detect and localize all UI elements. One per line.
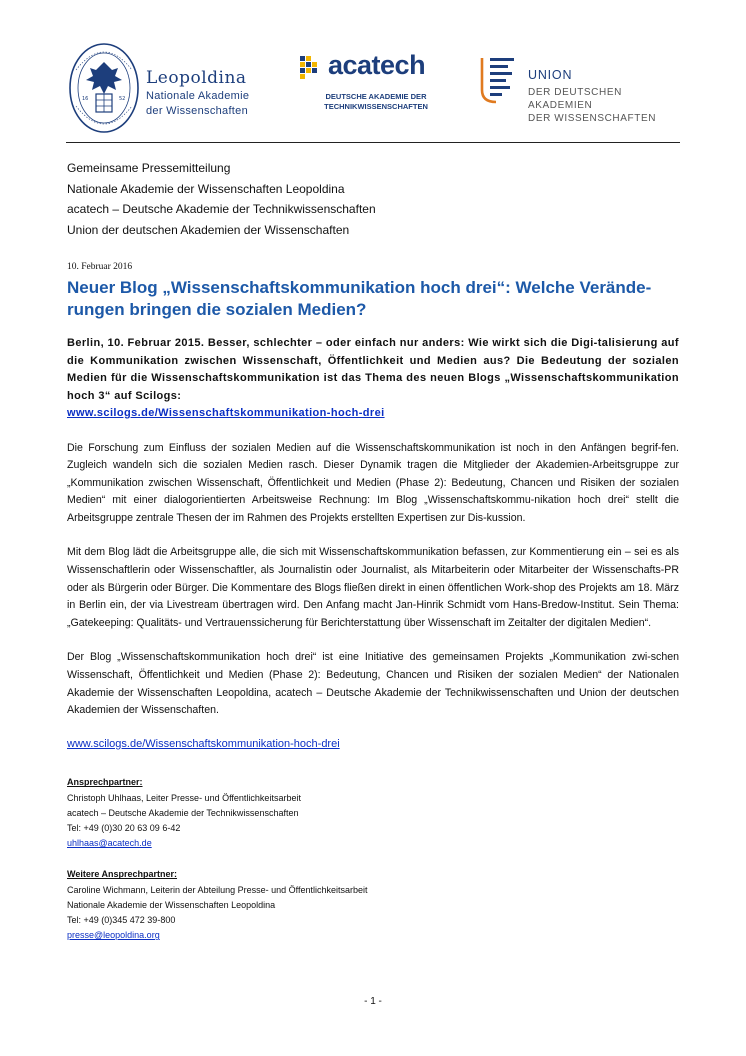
contact-org: acatech – Deutsche Akademie der Technikwissenschaften bbox=[67, 807, 299, 818]
body-paragraph-2: Mit dem Blog lädt die Arbeitsgruppe alle, die sich mit Wissenschaftskommunikation befassen, zur Kommentierung ein – sei es als Wissenschaftlerin oder Wissenschaftler, als Journalistin oder Journalist, als Mitarbeiterin oder Mitarbeiter der Wissenschafts-PR oder als Bürgerin oder Bürger. Die Kommentare des Blogs fließen direkt in einen öffentlichen Work-shop des Projekts am 18. März in Berlin ein, der via Livestream übertragen wird. Den Anfang macht Jan-Hinrik Schmidt vom Hans-Bredow-Institut. Sein Thema: „Gatekeeping: Qualitäts- und Vertrauenssicherung für Berichterstattung über Wissenschaft im Zeitalter der digitalen Medien“. bbox=[67, 546, 679, 629]
acatech-sub2: TECHNIKWISSENSCHAFTEN bbox=[324, 102, 428, 111]
contact-tel: Tel: +49 (0)30 20 63 09 6-42 bbox=[67, 823, 181, 834]
header-divider bbox=[66, 142, 680, 143]
lead-text: Berlin, 10. Februar 2015. Besser, schlechter – oder einfach nur anders: Wie wirkt sich die Digi-talisierung auf die Kommunikation zwischen Wissenschaft, Öffentlichkeit und Medien aus? Die Bedeutung der sozialen Medien für die Wissenschaftskommunikation ist das Thema des neuen Blogs „Wissenschaftskommunikation hoch 3“ auf Scilogs: bbox=[67, 337, 679, 402]
issuer-line: acatech – Deutsche Akademie der Technikwissenschaften bbox=[67, 202, 376, 216]
body-link[interactable]: www.scilogs.de/Wissenschaftskommunikation-hoch-drei bbox=[67, 737, 340, 750]
lead-paragraph bbox=[67, 335, 679, 423]
release-date: 10. Februar 2016 bbox=[67, 262, 133, 272]
acatech-mark-icon bbox=[300, 56, 324, 80]
contact-heading: Weitere Ansprechpartner: bbox=[67, 869, 178, 880]
contact-heading: Ansprechpartner: bbox=[67, 777, 143, 788]
issuer-line: Nationale Akademie der Wissenschaften Leopoldina bbox=[67, 181, 345, 196]
contact-tel: Tel: +49 (0)345 472 39-800 bbox=[67, 915, 176, 926]
issuer-line: Union der deutschen Akademien der Wissenschaften bbox=[67, 222, 350, 237]
union-name: UNION bbox=[528, 68, 573, 82]
headline: Neuer Blog „Wissenschaftskommunikation hoch drei“: Welche Verände-rungen bringen die sozialen Medien? bbox=[67, 278, 652, 319]
issuer-line: Gemeinsame Pressemitteilung bbox=[67, 161, 231, 175]
body-text bbox=[67, 440, 679, 754]
acatech-logo bbox=[298, 50, 448, 126]
contact-email-link[interactable]: uhlhaas@acatech.de bbox=[67, 838, 152, 849]
acatech-subtitle bbox=[320, 92, 432, 112]
document-content bbox=[67, 158, 679, 943]
leopoldina-sub2: der Wissenschaften bbox=[146, 105, 248, 117]
leopoldina-sub1: Nationale Akademie bbox=[146, 90, 250, 102]
issuer-list bbox=[67, 158, 679, 240]
contact-name: Christoph Uhlhaas, Leiter Presse- und Öffentlichkeitsarbeit bbox=[67, 792, 301, 803]
body-paragraph-3: Der Blog „Wissenschaftskommunikation hoch drei“ ist eine Initiative des gemeinsamen Projekts „Kommunikation zwi-schen Wissenschaft, Öffentlichkeit und Medien (Phase 2): Bedeutung, Chancen und Risiken der sozialen Medien“ der Nationalen Akademie der Wissenschaften Leopoldina, acatech – Deutsche Akademie der Technikwissenschaften und Union der deutschen Akademien der Wissenschaften. bbox=[67, 651, 679, 717]
union-sub1: DER DEUTSCHEN AKADEMIEN bbox=[528, 87, 622, 111]
union-sub2: DER WISSENSCHAFTEN bbox=[528, 113, 657, 124]
union-mark-icon bbox=[476, 56, 520, 106]
acatech-sub1: DEUTSCHE AKADEMIE DER bbox=[325, 92, 427, 101]
leopoldina-logo bbox=[66, 40, 266, 140]
leopoldina-wordmark bbox=[146, 68, 249, 118]
body-paragraph-1: Die Forschung zum Einfluss der sozialen Medien auf die Wissenschaftskommunikation ist noch in den Anfängen begrif-fen. Zugleich wandeln sich die sozialen Medien rasch. Dieser Dynamik tragen die Mitglieder der Akademien-Arbeitsgruppe zur „Kommunikation zwischen Wissenschaft, Öffentlichkeit und Medien (Phase 2): Bedeutung, Chancen und Risiken der sozialen Medien“ mit einer dialogorientierten Arbeitsweise Rechnung: Im Blog „Wissenschaftskommu-nikation hoch drei“ stellt die Arbeitsgruppe zentrale Thesen der im Rahmen des Projekts erstellten Expertisen zur Dis-kussion. bbox=[67, 441, 679, 524]
svg-text:52: 52 bbox=[119, 96, 126, 102]
contact-name: Caroline Wichmann, Leiterin der Abteilung Presse- und Öffentlichkeitsarbeit bbox=[67, 884, 368, 895]
union-subtitle bbox=[528, 86, 686, 125]
leopoldina-seal-icon bbox=[66, 40, 142, 136]
leopoldina-name: Leopoldina bbox=[146, 68, 247, 88]
logo-header bbox=[66, 40, 686, 140]
contact-email-link[interactable]: presse@leopoldina.org bbox=[67, 930, 160, 941]
contact-org: Nationale Akademie der Wissenschaften Leopoldina bbox=[67, 899, 276, 910]
svg-text:16: 16 bbox=[82, 96, 89, 102]
contact-block-1 bbox=[67, 775, 679, 851]
page-number: - 1 - bbox=[364, 996, 382, 1007]
lead-link[interactable]: www.scilogs.de/Wissenschaftskommunikation-hoch-drei bbox=[67, 407, 385, 419]
acatech-name: acatech bbox=[328, 50, 426, 80]
contact-block-2 bbox=[67, 867, 679, 943]
contacts bbox=[67, 775, 679, 943]
union-logo bbox=[476, 56, 686, 126]
